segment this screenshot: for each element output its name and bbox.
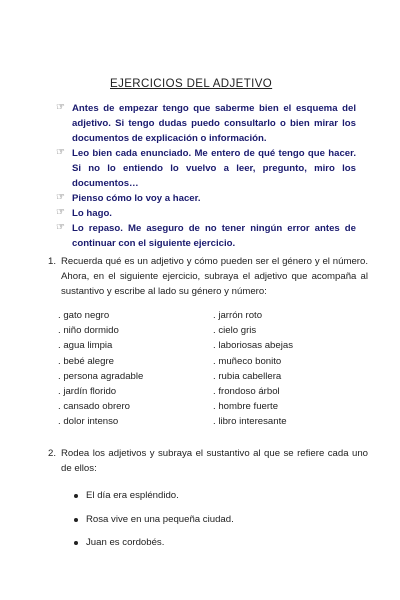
pointing-hand-icon: ☞ — [56, 222, 65, 233]
word-item: . cansado obrero — [58, 401, 130, 413]
pointing-hand-icon: ☞ — [56, 192, 65, 203]
word-item: . jarrón roto — [213, 310, 263, 321]
exercise-2 — [48, 446, 368, 476]
exercise-1 — [48, 254, 368, 299]
bullet-dot-icon — [74, 494, 78, 498]
word-item: . cielo gris — [213, 325, 257, 337]
word-column-right — [213, 308, 358, 430]
pointing-hand-icon: ☞ — [56, 147, 65, 158]
word-item: . agua limpia — [58, 340, 113, 352]
word-item: . dolor intenso — [58, 416, 119, 428]
instruction-item: ☞ Lo hago. — [56, 207, 112, 219]
word-item: . bebé alegre — [58, 355, 115, 367]
instruction-item: ☞ Lo repaso. Me aseguro de no tener ningún error antes de continuar con el siguiente ejercicio. — [56, 222, 356, 249]
word-item: . jardín florido — [58, 386, 117, 398]
pointing-hand-icon: ☞ — [56, 102, 65, 113]
word-item: . niño dormido — [58, 325, 119, 337]
word-item: . hombre fuerte — [213, 401, 279, 413]
word-item: . frondoso árbol — [213, 386, 280, 398]
exercise-statement: Rodea los adjetivos y subraya el sustantivo al que se refiere cada uno de ellos: — [61, 448, 368, 474]
instruction-item: ☞ Leo bien cada enunciado. Me entero de qué tengo que hacer. Si no lo entiendo lo vuelvo a leer, pregunto, miro los documentos… — [56, 147, 356, 189]
word-item: . muñeco bonito — [213, 355, 282, 367]
bullet-dot-icon — [74, 541, 78, 545]
word-item: . gato negro — [58, 310, 110, 321]
instruction-item: ☞ Antes de empezar tengo que saberme bien el esquema del adjetivo. Si tengo dudas puedo consultarlo o bien mirar los documentos de explicación o información. — [56, 102, 356, 144]
sentence-item: El día era espléndido. — [74, 488, 364, 512]
word-column-left — [58, 308, 203, 430]
exercise-number: 1. — [48, 256, 57, 267]
sentence-item: Juan es cordobés. — [74, 535, 364, 559]
exercise-statement: Recuerda qué es un adjetivo y cómo pueden ser el género y el número. Ahora, en el siguiente ejercicio, subraya el adjetivo que acompaña al sustantivo y escribe al lado su género y número: — [61, 256, 368, 297]
sentence-item: Rosa vive en una pequeña ciudad. — [74, 512, 364, 536]
instruction-item: ☞ Pienso cómo lo voy a hacer. — [56, 192, 201, 204]
bullet-dot-icon — [74, 518, 78, 522]
pointing-hand-icon: ☞ — [56, 207, 65, 218]
instructions-list — [56, 101, 356, 251]
word-item: . laboriosas abejas — [213, 340, 293, 352]
page-title: EJERCICIOS DEL ADJETIVO — [110, 78, 273, 90]
sentence-list — [74, 488, 364, 559]
word-item: . libro interesante — [213, 416, 287, 428]
word-item: . persona agradable — [58, 370, 144, 382]
exercise-number: 2. — [48, 448, 57, 459]
word-item: . rubia cabellera — [213, 370, 282, 382]
